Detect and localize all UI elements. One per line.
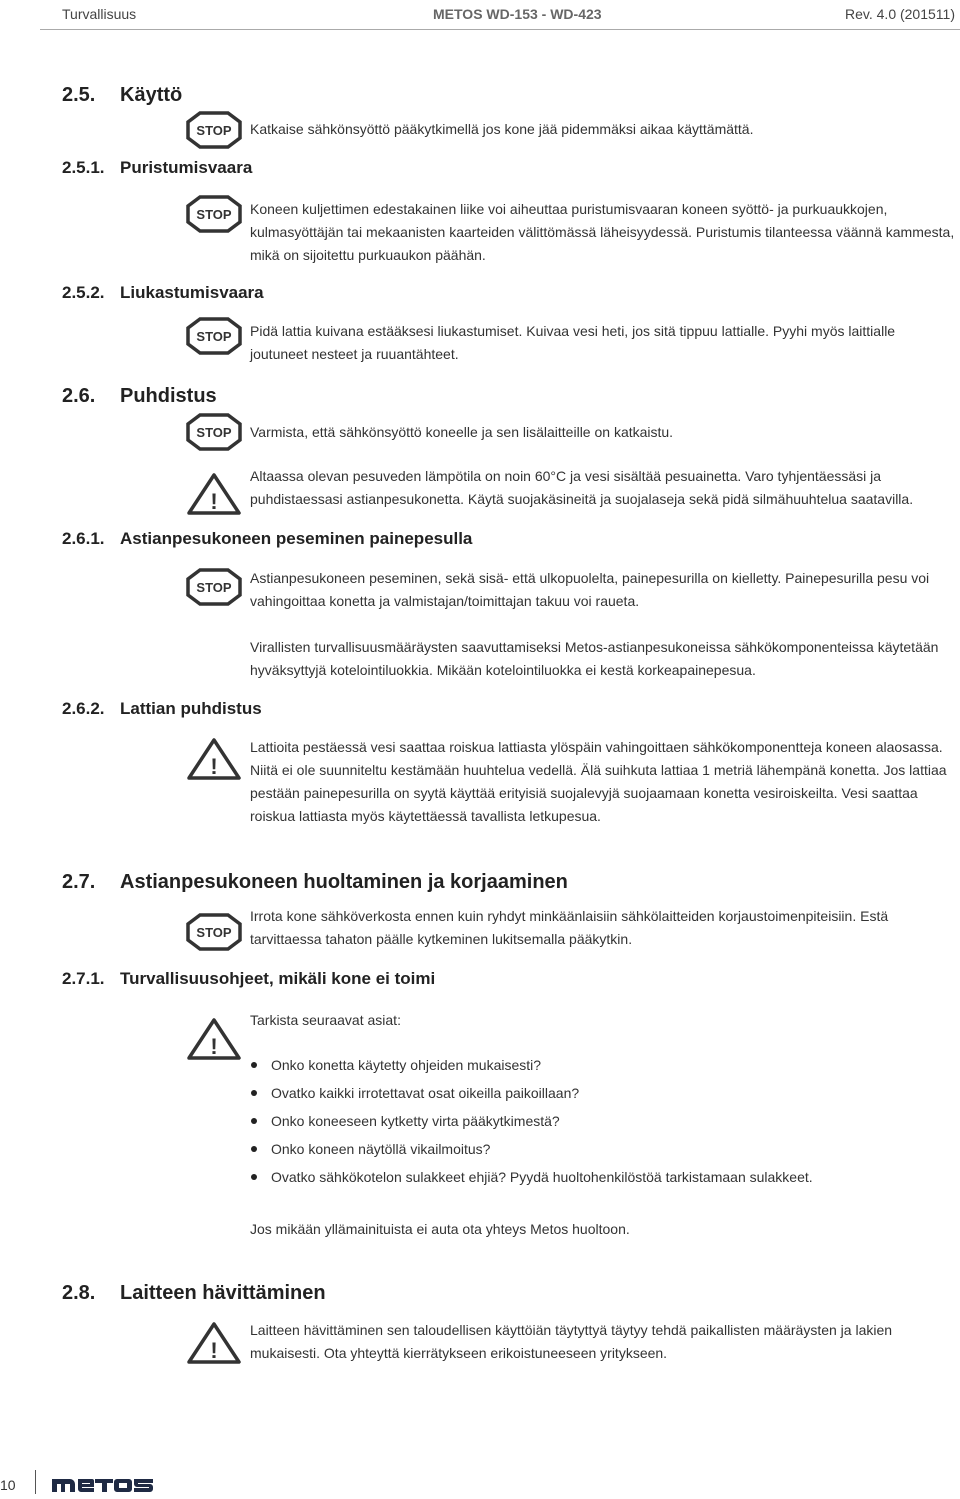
heading-2-8: 2.8. Laitteen hävittäminen <box>62 1282 326 1304</box>
paragraph: Koneen kuljettimen edestakainen liike voi aiheuttaa puristumisvaaran koneen syöttö- ja purkuaukkojen, kulmasyöttäjän tai mekaanisten kaarteiden välittömässä läheisyydessä. Puristumis tilanteessa väännä kammesta, mikä on sijoitettu purkuaukon päähän. <box>250 201 955 263</box>
list-item: Onko koneeseen kytketty virta pääkytkimestä? <box>250 1107 813 1135</box>
svg-text:STOP: STOP <box>196 925 232 940</box>
svg-text:STOP: STOP <box>196 425 232 440</box>
stop-icon <box>186 913 246 953</box>
paragraph: Altaassa olevan pesuveden lämpötila on noin 60°C ja vesi sisältää pesuainetta. Varo tyhjentäessäsi ja puhdistaessasi astianpesukonetta. Käytä suojakäsineitä ja suojalaseja sekä pidä silmähuuhtelua saatavilla. <box>250 468 914 507</box>
metos-logo <box>50 1476 156 1499</box>
heading-2-5-2: 2.5.2. Liukastumisvaara <box>62 283 264 302</box>
svg-text:STOP: STOP <box>196 207 232 222</box>
paragraph: Pidä lattia kuivana estääksesi liukastumiset. Kuivaa vesi heti, jos sitä tippuu lattialle. Pyyhi myös laittialle joutuneet nesteet ja ruuantähteet. <box>250 323 896 362</box>
warning-icon <box>186 1321 246 1361</box>
svg-text:STOP: STOP <box>196 580 232 595</box>
svg-text:!: ! <box>210 1338 218 1363</box>
warning-icon <box>186 1017 246 1057</box>
list-item: Ovatko sähkökotelon sulakkeet ehjiä? Pyydä huoltohenkilöstöä tarkistamaan sulakkeet. <box>250 1163 813 1191</box>
paragraph: Irrota kone sähköverkosta ennen kuin ryhdyt minkäänlaisiin sähkölaitteiden korjaustoimenpiteisiin. Estä tarvittaessa tahaton päälle kytkeminen lukitsemalla pääkytkin. <box>250 908 889 947</box>
warning-icon <box>186 472 246 512</box>
list-item: Ovatko kaikki irrotettavat osat oikeilla paikoillaan? <box>250 1079 813 1107</box>
warning-icon <box>186 737 246 777</box>
svg-text:STOP: STOP <box>196 329 232 344</box>
paragraph: Laitteen hävittäminen sen taloudellisen käyttöiän täytyttyä täytyy tehdä paikallisten määräysten ja lakien mukaisesti. Ota yhteyttä kierrätykseen erikoistuneeseen yritykseen. <box>250 1322 893 1361</box>
checklist <box>250 1051 813 1191</box>
paragraph: Katkaise sähkönsyöttö pääkytkimellä jos kone jää pidemmäksi aikaa käyttämättä. <box>250 121 754 137</box>
header-revision: Rev. 4.0 (201511) <box>845 6 955 22</box>
footer-divider <box>35 1470 36 1494</box>
paragraph: Lattioita pestäessä vesi saattaa roiskua lattiasta ylöspäin vahingoittaen sähkökomponentteja koneen alaosassa. Niitä ei ole suunniteltu kestämään huuhtelua vedellä. Älä suihkuta lattiaa 1 metriä lähempänä konetta. Jos lattiaa pestään painepesurilla on syytä käyttää erityisiä suojalevyjä suojaamaan konetta vesiroiskeilta. Vesi saattaa roiskua lattiasta myös käytettäessä tavallista letkupesua. <box>250 739 947 824</box>
svg-text:!: ! <box>210 1034 218 1059</box>
header-model: METOS WD-153 - WD-423 <box>433 6 602 22</box>
stop-icon <box>186 195 246 235</box>
heading-2-6: 2.6. Puhdistus <box>62 385 217 407</box>
heading-2-5: 2.5. Käyttö <box>62 84 183 106</box>
heading-2-7: 2.7. Astianpesukoneen huoltaminen ja korjaaminen <box>62 871 568 893</box>
stop-icon <box>186 413 246 453</box>
stop-icon <box>186 317 246 357</box>
svg-text:STOP: STOP <box>196 123 232 138</box>
page-number: 10 <box>0 1477 16 1493</box>
paragraph: Virallisten turvallisuusmääräysten saavuttamiseksi Metos-astianpesukoneissa sähkökomponenteissa käytetään hyväksyttyjä kotelointiluokkia. Mikään kotelointiluokka ei kestä korkeapainepesua. <box>250 639 939 678</box>
heading-2-6-1: 2.6.1. Astianpesukoneen peseminen painepesulla <box>62 529 473 548</box>
heading-2-5-1: 2.5.1. Puristumisvaara <box>62 158 253 177</box>
list-item: Onko konetta käytetty ohjeiden mukaisesti? <box>250 1051 813 1079</box>
stop-icon <box>186 568 246 608</box>
header-divider <box>40 29 960 30</box>
header-section-name: Turvallisuus <box>62 6 137 22</box>
svg-text:!: ! <box>210 754 218 779</box>
paragraph: Jos mikään yllämainituista ei auta ota yhteys Metos huoltoon. <box>250 1221 630 1237</box>
stop-icon <box>186 111 246 151</box>
heading-2-7-1: 2.7.1. Turvallisuusohjeet, mikäli kone ei toimi <box>62 969 436 988</box>
heading-2-6-2: 2.6.2. Lattian puhdistus <box>62 699 262 718</box>
paragraph: Astianpesukoneen peseminen, sekä sisä- että ulkopuolelta, painepesurilla on kielletty. Painepesurilla pesu voi vahingoittaa konetta ja valmistajan/toimittajan takuu voi raueta. <box>250 570 930 609</box>
paragraph: Tarkista seuraavat asiat: <box>250 1012 401 1028</box>
paragraph: Varmista, että sähkönsyöttö koneelle ja sen lisälaitteille on katkaistu. <box>250 424 674 440</box>
list-item: Onko koneen näytöllä vikailmoitus? <box>250 1135 813 1163</box>
svg-text:!: ! <box>210 489 218 514</box>
